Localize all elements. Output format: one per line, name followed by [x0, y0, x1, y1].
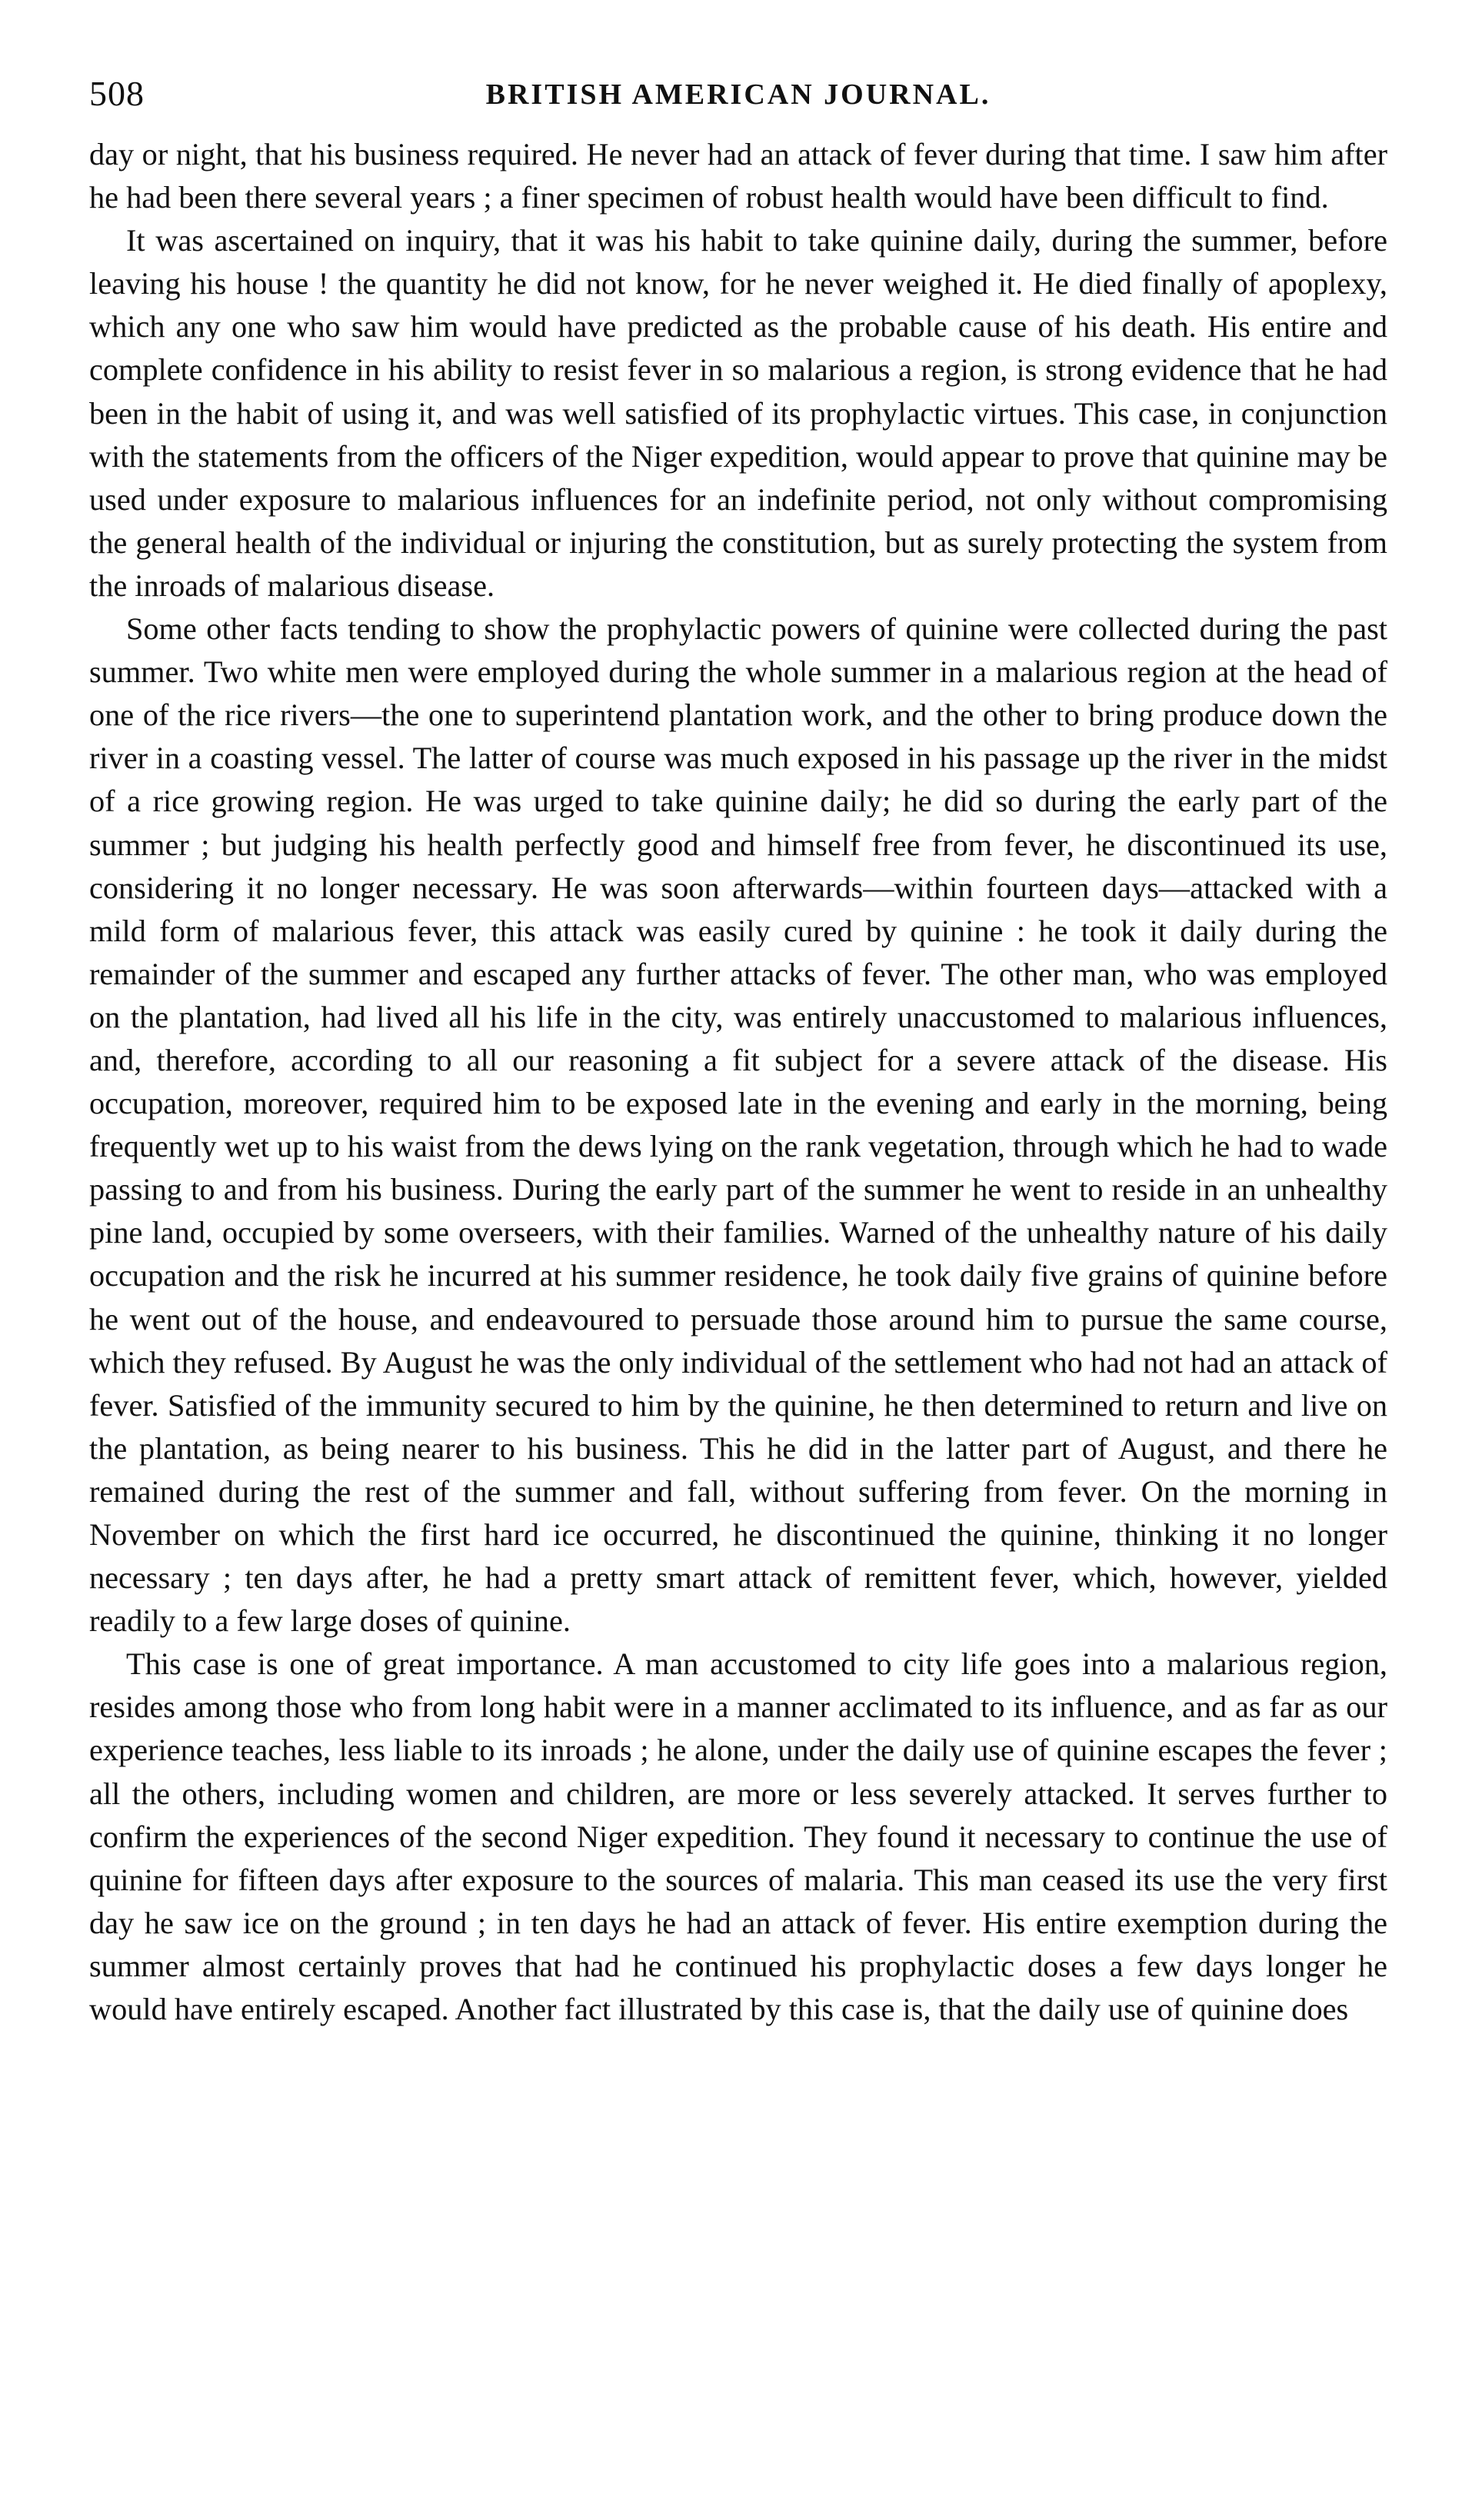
journal-title: BRITISH AMERICAN JOURNAL. — [485, 78, 991, 111]
page-number: 508 — [89, 74, 145, 113]
paragraph: Some other facts tending to show the prophylactic powers of quinine were collected during the past summer. Two white men were employed during the whole summer in a malarious region at the head of one of the rice rivers—the one to superintend plantation work, and the other to bring produce down the river in a coasting vessel. The latter of course was much exposed in his passage up the river in the midst of a rice growing region. He was urged to take quinine daily; he did so during the early part of the summer ; but judging his health perfectly good and himself free from fever, he discontinued its use, considering it no longer necessary. He was soon afterwards—within fourteen days—attacked with a mild form of malarious fever, this attack was easily cured by quinine : he took it daily during the remainder of the summer and escaped any further attacks of fever. The other man, who was employed on the plantation, had lived all his life in the city, was entirely unaccustomed to malarious influences, and, therefore, according to all our reasoning a fit subject for a severe attack of the disease. His occupation, moreover, required him to be exposed late in the evening and early in the morning, being frequently wet up to his waist from the dews lying on the rank vegetation, through which he had to wade passing to and from his business. During the early part of the summer he went to reside in an unhealthy pine land, occupied by some overseers, with their families. Warned of the unhealthy nature of his daily occupation and the risk he incurred at his summer residence, he took daily five grains of quinine before he went out of the house, and endeavoured to persuade those around him to pursue the same course, which they refused. By August he was the only individual of the settlement who had not had an attack of fever. Satisfied of the immunity secured to him by the quinine, he then determined to return and live on the plantation, as being nearer to his business. This he did in the latter part of August, and there he remained during the rest of the summer and fall, without suffering from fever. On the morning in November on which the first hard ice occurred, he discontinued the quinine, thinking it no longer necessary ; ten days after, he had a pretty smart attack of remittent fever, which, however, yielded readily to a few large doses of quinine. — [89, 611, 1387, 1639]
paragraph-continued: day or night, that his business required. He never had an attack of fever during that time. I saw him after he had been there several years ; a finer specimen of robust health would have been difficult to find. — [89, 137, 1387, 215]
paragraph: This case is one of great importance. A man accustomed to city life goes into a malarious region, resides among those who from long habit were in a manner acclimated to its influence, and as far as our experience teaches, less liable to its inroads ; he alone, under the daily use of quinine escapes the fever ; all the others, including women and children, are more or less severely attacked. It serves further to confirm the experiences of the second Niger expedition. They found it necessary to continue the use of quinine for fifteen days after exposure to the sources of malaria. This man ceased its use the very first day he saw ice on the ground ; in ten days he had an attack of fever. His entire exemption during the summer almost certainly proves that had he continued his prophylactic doses a few days longer he would have entirely escaped. Another fact illustrated by this case is, that the daily use of quinine does — [89, 1646, 1387, 2027]
running-head — [89, 73, 1387, 119]
paragraph: It was ascertained on inquiry, that it was his habit to take quinine daily, during the summer, before leaving his house ! the quantity he did not know, for he never weighed it. He died finally of apoplexy, which any one who saw him would have predicted as the probable cause of his death. His entire and complete confidence in his ability to resist fever in so malarious a region, is strong evidence that he had been in the habit of using it, and was well satisfied of its prophylactic virtues. This case, in conjunction with the statements from the officers of the Niger expedition, would appear to prove that quinine may be used under exposure to malarious influences for an indefinite period, not only without compromising the general health of the individual or injuring the constitution, but as surely protecting the system from the inroads of malarious disease. — [89, 223, 1387, 603]
article-body — [89, 133, 1387, 2031]
